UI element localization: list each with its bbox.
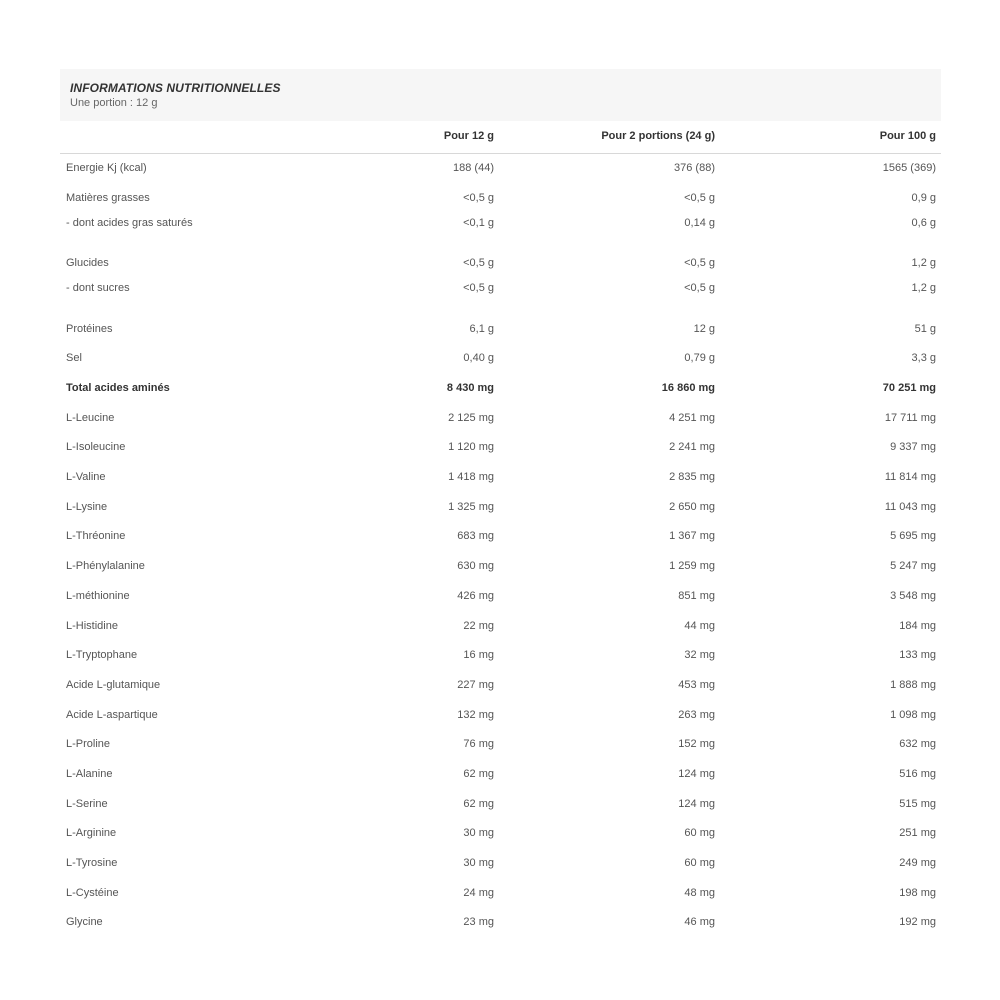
value-per-serving: 6,1 g: [469, 323, 494, 335]
table-row: [60, 794, 941, 814]
value-per-100g: 11 814 mg: [884, 471, 936, 483]
value-per-serving: 1 325 mg: [448, 501, 494, 513]
value-per-serving: 630 mg: [457, 560, 494, 572]
value-two-servings: 152 mg: [678, 738, 715, 750]
nutrition-panel: [60, 69, 941, 928]
table-row: [60, 253, 941, 273]
value-two-servings: 2 835 mg: [669, 471, 715, 483]
table-row: [60, 497, 941, 517]
value-two-servings: <0,5 g: [684, 257, 715, 269]
value-two-servings: 263 mg: [678, 709, 715, 721]
row-label: L-Valine: [66, 471, 106, 483]
value-per-100g: 1565 (369): [882, 162, 936, 174]
table-row: [60, 348, 941, 368]
value-per-100g: 516 mg: [899, 768, 936, 780]
value-per-serving: 62 mg: [463, 768, 494, 780]
table-row: [60, 912, 941, 932]
value-per-serving: 8 430 mg: [446, 382, 494, 394]
value-per-100g: 1 098 mg: [890, 709, 936, 721]
row-label: L-Cystéine: [66, 887, 119, 899]
row-label: L-Alanine: [66, 768, 113, 780]
row-label: Acide L-aspartique: [66, 709, 158, 721]
table-row: [60, 526, 941, 546]
row-label: Glucides: [66, 257, 109, 269]
table-row: [60, 616, 941, 636]
table-row: [60, 437, 941, 457]
value-two-servings: <0,5 g: [684, 282, 715, 294]
value-two-servings: 44 mg: [684, 620, 715, 632]
value-per-100g: 51 g: [914, 323, 936, 335]
value-two-servings: 60 mg: [684, 857, 715, 869]
column-header-per-serving: Pour 12 g: [443, 130, 494, 142]
row-label: Matières grasses: [66, 192, 150, 204]
value-per-serving: 188 (44): [453, 162, 494, 174]
value-per-100g: 3,3 g: [911, 352, 936, 364]
row-label: L-Arginine: [66, 827, 117, 839]
column-headers: [60, 121, 941, 154]
value-two-servings: 1 259 mg: [669, 560, 715, 572]
row-label: Sel: [66, 352, 82, 364]
value-two-servings: 851 mg: [678, 590, 715, 602]
value-per-serving: <0,5 g: [463, 282, 494, 294]
value-two-servings: <0,5 g: [684, 192, 715, 204]
value-per-100g: 1,2 g: [911, 282, 936, 294]
value-per-100g: 632 mg: [899, 738, 936, 750]
value-per-100g: 5 695 mg: [890, 530, 936, 542]
table-row: [60, 188, 941, 208]
table-row: [60, 467, 941, 487]
value-per-100g: 133 mg: [899, 649, 936, 661]
value-per-serving: 23 mg: [463, 916, 494, 928]
value-per-serving: <0,1 g: [463, 217, 494, 229]
value-per-100g: 70 251 mg: [882, 382, 936, 394]
value-per-100g: 0,9 g: [911, 192, 936, 204]
value-two-servings: 4 251 mg: [669, 412, 715, 424]
value-two-servings: 32 mg: [684, 649, 715, 661]
value-per-serving: 0,40 g: [463, 352, 494, 364]
value-per-serving: 24 mg: [463, 887, 494, 899]
row-label: L-Proline: [66, 738, 111, 750]
row-label: Energie Kj (kcal): [66, 162, 147, 174]
value-two-servings: 453 mg: [678, 679, 715, 691]
table-row: [60, 319, 941, 339]
table-row: [60, 586, 941, 606]
value-per-100g: 1 888 mg: [890, 679, 936, 691]
value-per-100g: 1,2 g: [911, 257, 936, 269]
table-row: [60, 883, 941, 903]
value-two-servings: 124 mg: [678, 768, 715, 780]
row-label: L-Thréonine: [66, 530, 126, 542]
value-per-serving: 227 mg: [457, 679, 494, 691]
table-row: [60, 556, 941, 576]
value-per-100g: 0,6 g: [911, 217, 936, 229]
value-two-servings: 12 g: [693, 323, 715, 335]
value-per-100g: 192 mg: [899, 916, 936, 928]
value-per-100g: 9 337 mg: [890, 441, 936, 453]
value-two-servings: 16 860 mg: [661, 382, 715, 394]
value-per-100g: 198 mg: [899, 887, 936, 899]
table-row: [60, 408, 941, 428]
value-per-serving: 22 mg: [463, 620, 494, 632]
row-label: L-Tryptophane: [66, 649, 138, 661]
value-per-serving: 30 mg: [463, 827, 494, 839]
value-per-100g: 184 mg: [899, 620, 936, 632]
value-two-servings: 124 mg: [678, 798, 715, 810]
value-two-servings: 2 650 mg: [669, 501, 715, 513]
row-label: Glycine: [66, 916, 103, 928]
row-label: L-Leucine: [66, 412, 115, 424]
table-row: [60, 213, 941, 233]
value-per-100g: 249 mg: [899, 857, 936, 869]
value-two-servings: 60 mg: [684, 827, 715, 839]
column-header-per-100g: Pour 100 g: [879, 130, 936, 142]
table-subtitle: Une portion : 12 g: [70, 97, 158, 109]
table-row: [60, 278, 941, 298]
row-label: Acide L-glutamique: [66, 679, 161, 691]
row-label: Protéines: [66, 323, 113, 335]
value-per-100g: 3 548 mg: [890, 590, 936, 602]
value-two-servings: 46 mg: [684, 916, 715, 928]
value-per-100g: 11 043 mg: [884, 501, 936, 513]
value-per-100g: 251 mg: [899, 827, 936, 839]
table-title: INFORMATIONS NUTRITIONNELLES: [70, 81, 281, 95]
row-label: L-Histidine: [66, 620, 118, 632]
row-label: - dont sucres: [66, 282, 130, 294]
value-per-serving: 30 mg: [463, 857, 494, 869]
row-label: L-Tyrosine: [66, 857, 118, 869]
value-per-serving: 2 125 mg: [448, 412, 494, 424]
value-per-serving: 426 mg: [457, 590, 494, 602]
table-row: [60, 734, 941, 754]
table-row: [60, 823, 941, 843]
table-row: [60, 764, 941, 784]
row-label: - dont acides gras saturés: [66, 217, 193, 229]
value-per-serving: 62 mg: [463, 798, 494, 810]
value-two-servings: 2 241 mg: [669, 441, 715, 453]
value-two-servings: 48 mg: [684, 887, 715, 899]
table-row: [60, 158, 941, 178]
value-per-serving: <0,5 g: [463, 257, 494, 269]
row-label: L-Isoleucine: [66, 441, 126, 453]
table-row: [60, 705, 941, 725]
column-header-two-servings: Pour 2 portions (24 g): [601, 130, 715, 142]
value-per-serving: 1 120 mg: [448, 441, 494, 453]
value-per-100g: 5 247 mg: [890, 560, 936, 572]
value-per-100g: 515 mg: [899, 798, 936, 810]
table-row: [60, 645, 941, 665]
value-two-servings: 0,14 g: [684, 217, 715, 229]
value-per-serving: 76 mg: [463, 738, 494, 750]
value-per-serving: 683 mg: [457, 530, 494, 542]
table-row: [60, 675, 941, 695]
row-label: L-Lysine: [66, 501, 108, 513]
value-per-serving: <0,5 g: [463, 192, 494, 204]
row-label: L-Phénylalanine: [66, 560, 145, 572]
value-per-100g: 17 711 mg: [884, 412, 936, 424]
row-label: L-Serine: [66, 798, 108, 810]
row-label: Total acides aminés: [66, 382, 170, 394]
table-header-band: [60, 69, 941, 121]
value-per-serving: 1 418 mg: [448, 471, 494, 483]
table-row: [60, 853, 941, 873]
value-two-servings: 376 (88): [674, 162, 715, 174]
value-per-serving: 132 mg: [457, 709, 494, 721]
value-two-servings: 0,79 g: [684, 352, 715, 364]
row-label: L-méthionine: [66, 590, 130, 602]
value-two-servings: 1 367 mg: [669, 530, 715, 542]
value-per-serving: 16 mg: [463, 649, 494, 661]
table-row: [60, 378, 941, 398]
